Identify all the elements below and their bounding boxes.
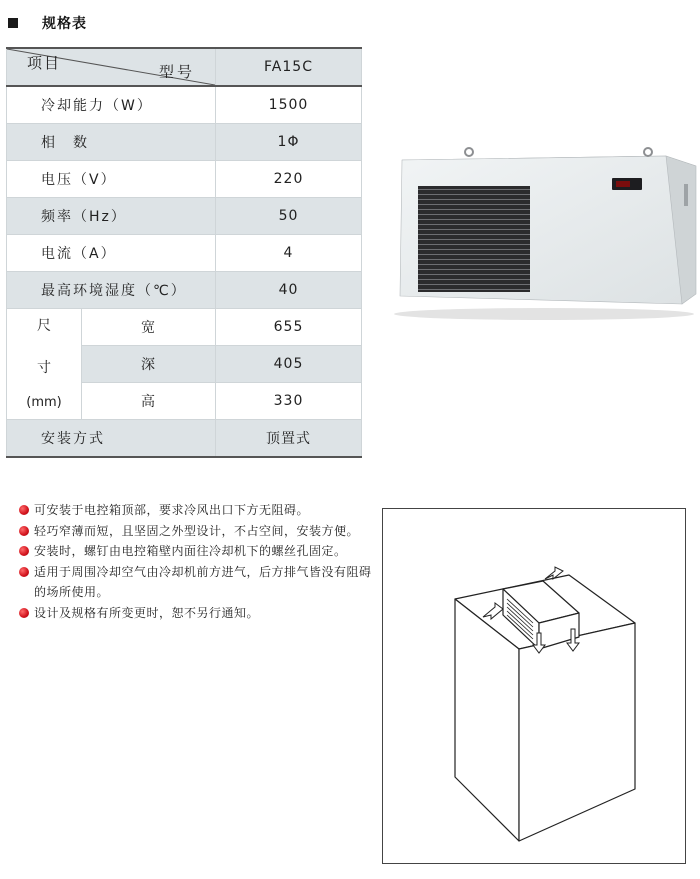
- dimension-label-line: 尺: [37, 318, 51, 334]
- grille-icon: [418, 186, 530, 292]
- list-item: [18, 521, 378, 542]
- note-text: 轻巧窄薄而短，且坚固之外型设计，不占空间，安装方便。: [34, 523, 360, 538]
- list-item: [18, 541, 378, 562]
- side-handle-icon: [684, 184, 688, 206]
- red-bullet-icon: [19, 546, 29, 556]
- floor-shadow: [394, 308, 694, 320]
- dimension-sub-label: 深: [82, 346, 216, 383]
- row-value: 4: [216, 235, 362, 272]
- feature-notes: [18, 500, 378, 623]
- red-bullet-icon: [19, 526, 29, 536]
- list-item: [18, 500, 378, 521]
- table-row: [7, 86, 362, 124]
- dimension-sub-label: 宽: [82, 309, 216, 346]
- lifting-eye-icon: [465, 148, 473, 156]
- row-value: 50: [216, 198, 362, 235]
- install-value: 顶置式: [216, 420, 362, 458]
- red-bullet-icon: [19, 608, 29, 618]
- product-photo: [386, 136, 700, 326]
- table-row: [7, 235, 362, 272]
- note-text: 可安装于电控箱顶部，要求冷风出口下方无阻碍。: [34, 503, 310, 517]
- table-row: [7, 420, 362, 458]
- note-text: 设计及规格有所变更时，恕不另行通知。: [34, 605, 260, 620]
- dimension-sub-label: 高: [82, 383, 216, 420]
- row-value: 1500: [216, 86, 362, 124]
- row-label: 频率（Hz）: [7, 198, 216, 235]
- header-model-label: 型号: [158, 63, 195, 81]
- dimension-value: 330: [216, 383, 362, 420]
- section-title: 规格表: [42, 16, 87, 32]
- row-value: 40: [216, 272, 362, 309]
- table-row: [7, 124, 362, 161]
- installation-drawing: [383, 509, 685, 863]
- red-bullet-icon: [19, 505, 29, 515]
- dimension-label-line: 寸: [37, 360, 51, 376]
- table-row: [7, 272, 362, 309]
- dimension-value: 405: [216, 346, 362, 383]
- table-row: [7, 198, 362, 235]
- row-label: 最高环境湿度（℃）: [7, 272, 216, 309]
- red-bullet-icon: [19, 567, 29, 577]
- lifting-eye-icon: [644, 148, 652, 156]
- table-row: [7, 161, 362, 198]
- dimension-label-line: (mm): [26, 395, 62, 410]
- dimension-value: 655: [216, 309, 362, 346]
- row-label: 电压（V）: [7, 161, 216, 198]
- dimension-row: [7, 309, 362, 346]
- spec-table: [6, 47, 362, 458]
- row-label: 相 数: [7, 124, 216, 161]
- section-header: [8, 12, 87, 34]
- row-label: 冷却能力（W）: [7, 86, 216, 124]
- note-text: 适用于周围冷却空气由冷却机前方进气，后方排气皆没有阻碍的场所使用。: [34, 564, 372, 599]
- cabinet-right-face: [519, 623, 635, 841]
- row-value: 1Φ: [216, 124, 362, 161]
- display-readout-icon: [616, 181, 630, 187]
- square-bullet-icon: [8, 18, 18, 28]
- row-label: 电流（A）: [7, 235, 216, 272]
- list-item: [18, 603, 378, 624]
- install-label: 安装方式: [7, 420, 216, 458]
- table-header-row: [7, 48, 362, 86]
- note-text: 安装时，螺钉由电控箱壁内面往冷却机下的螺丝孔固定。: [34, 544, 347, 558]
- header-model-value: FA15C: [216, 48, 362, 86]
- header-item-label: 项目: [27, 54, 62, 72]
- item-model-header-cell: [7, 48, 216, 86]
- installation-diagram: [382, 508, 686, 864]
- list-item: [18, 562, 378, 603]
- row-value: 220: [216, 161, 362, 198]
- dimension-label-cell: [7, 309, 82, 420]
